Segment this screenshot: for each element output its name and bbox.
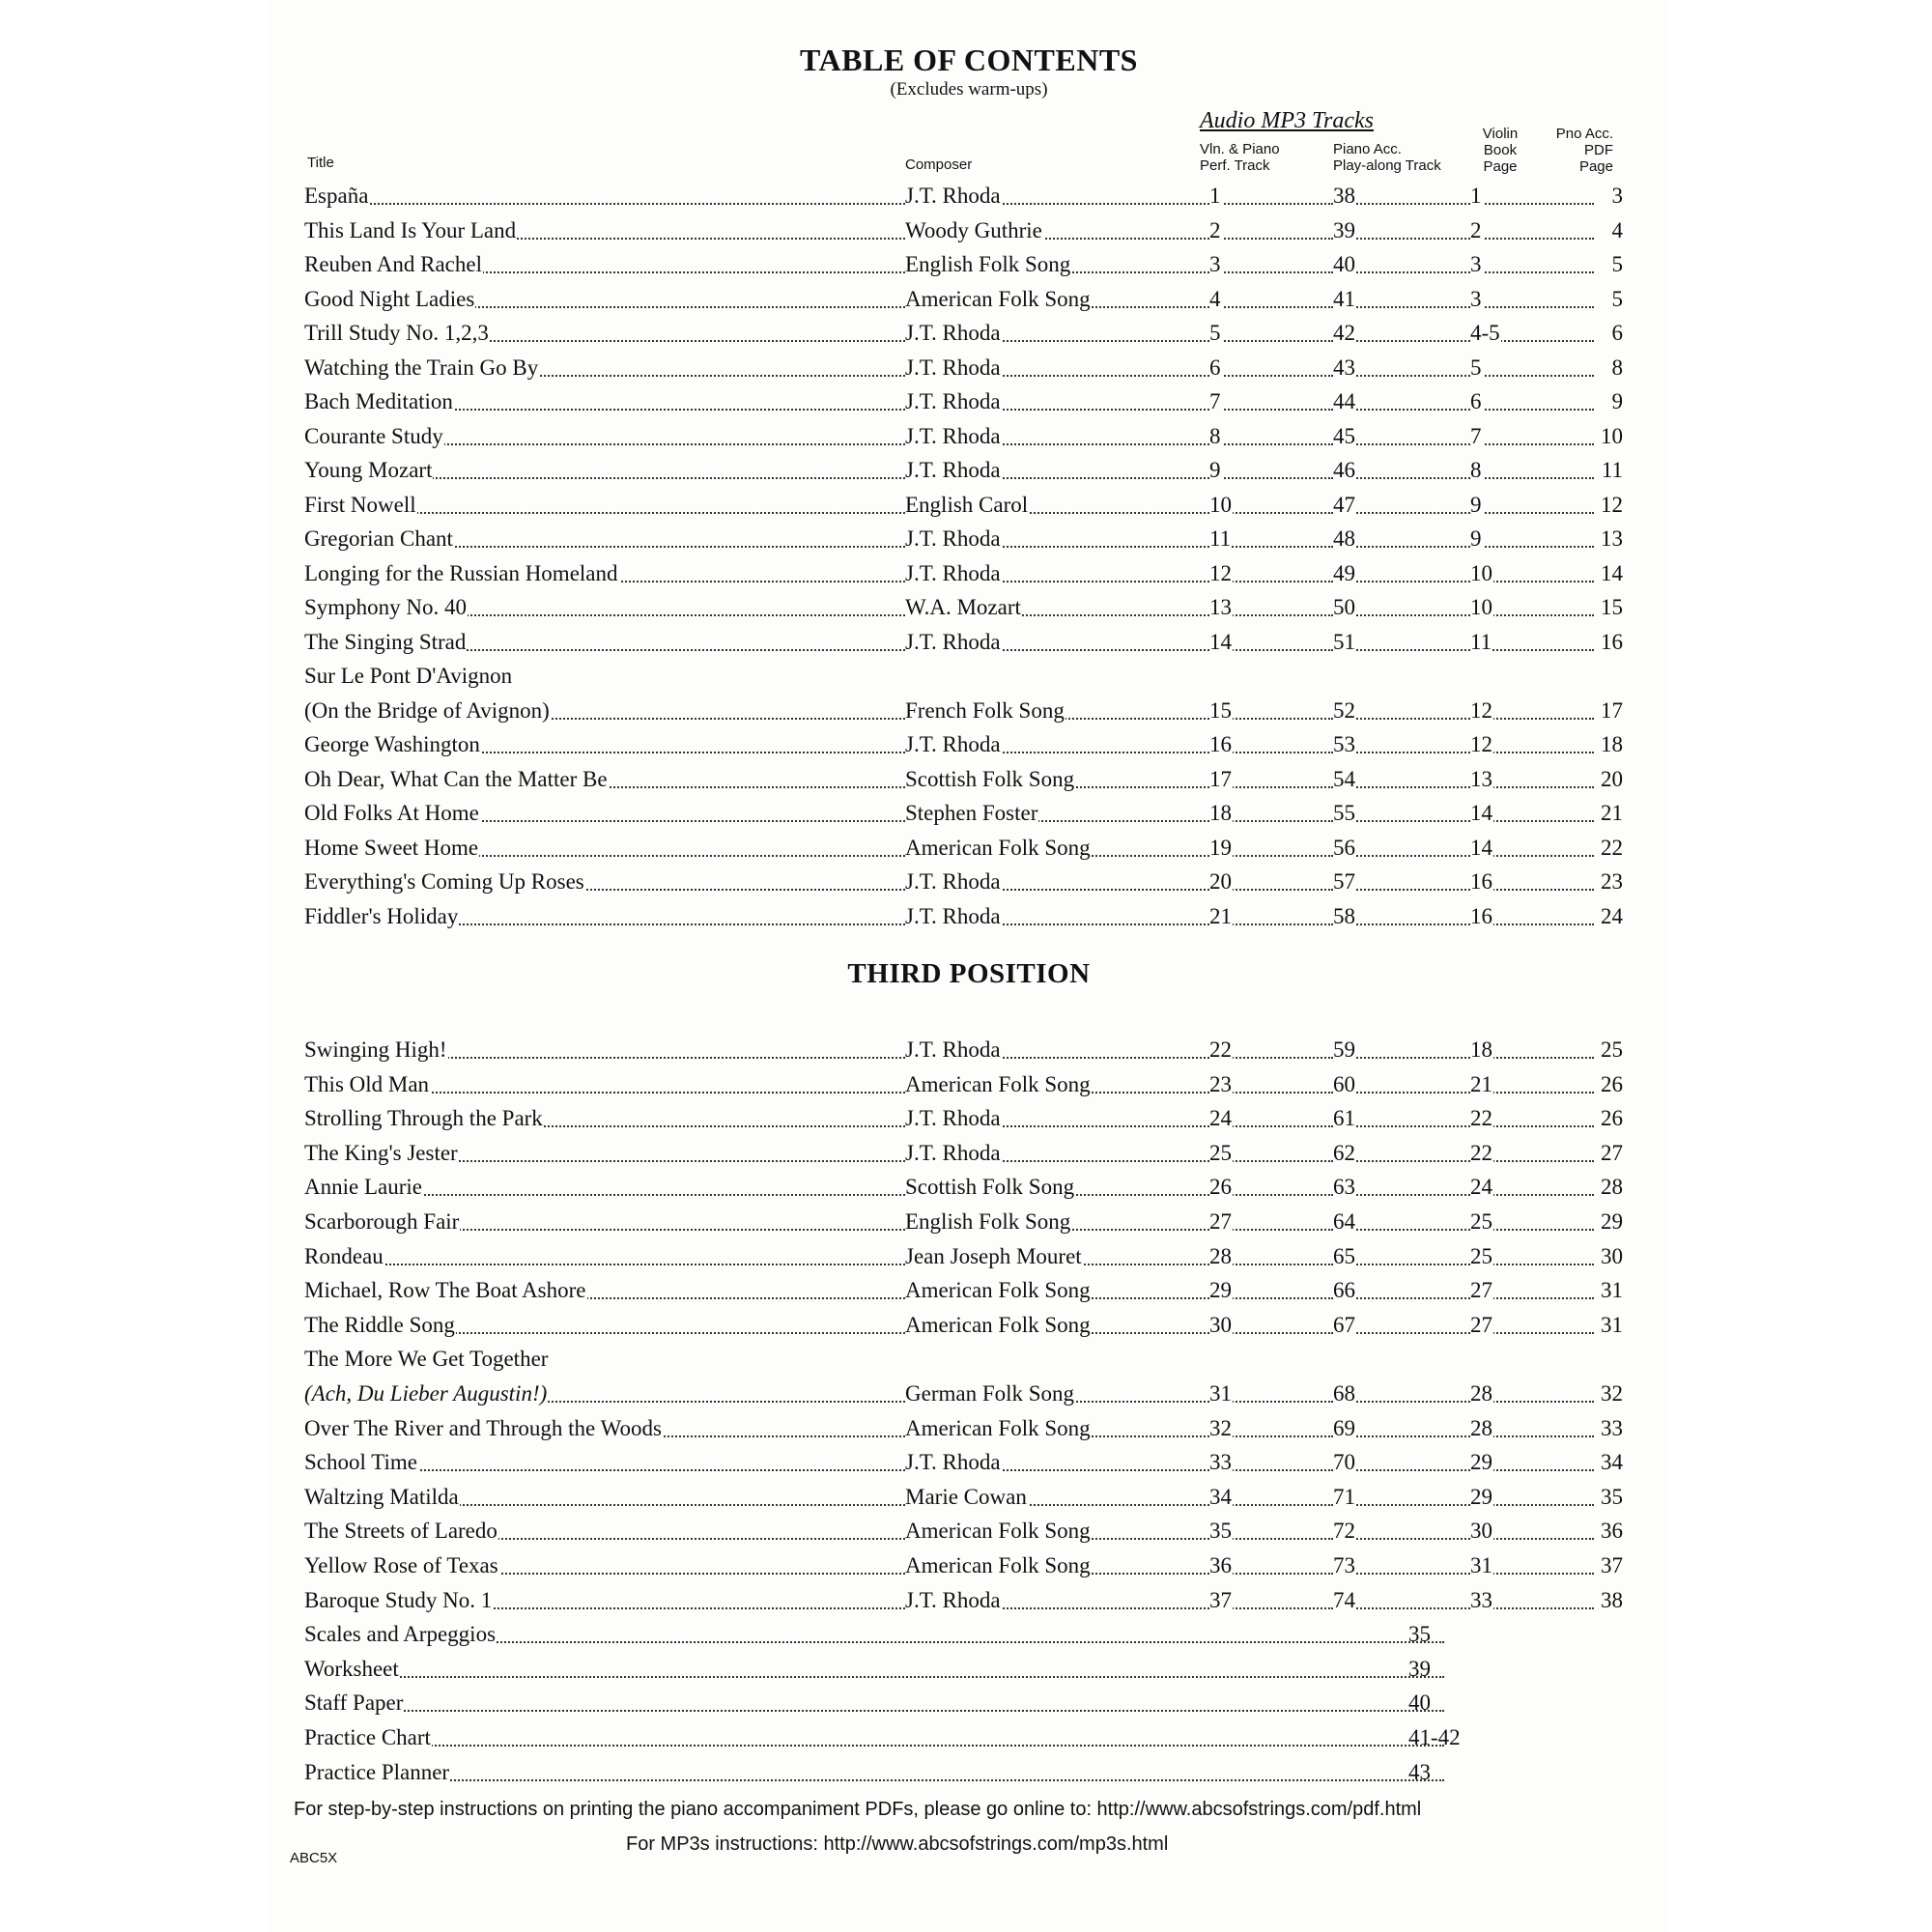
entry-violin-page: 24 bbox=[1470, 1173, 1594, 1202]
entry-title: Gregorian Chant bbox=[304, 525, 905, 554]
entry-violin-page: 3 bbox=[1470, 285, 1594, 314]
entry-page: 35 bbox=[1408, 1622, 1431, 1647]
toc-entry bbox=[269, 1483, 1669, 1512]
entry-composer: American Folk Song bbox=[905, 1414, 1209, 1443]
page-subtitle: (Excludes warm-ups) bbox=[890, 79, 1048, 99]
entry-violin-page: 4-5 bbox=[1470, 319, 1594, 348]
entry-perf-track: 3 bbox=[1209, 250, 1333, 279]
entry-composer: J.T. Rhoda bbox=[905, 1139, 1209, 1168]
entry-violin-page: 10 bbox=[1470, 559, 1594, 588]
entry-perf-track: 20 bbox=[1209, 867, 1333, 896]
entry-composer: French Folk Song bbox=[905, 696, 1209, 725]
toc-entry bbox=[269, 1414, 1669, 1443]
entry-title: (On the Bridge of Avignon) bbox=[304, 696, 905, 725]
entry-pdf-page: 3 bbox=[1611, 184, 1623, 208]
book-code: ABC5X bbox=[290, 1850, 338, 1866]
toc-entry bbox=[269, 1345, 1669, 1374]
entry-title: The Streets of Laredo bbox=[304, 1517, 905, 1546]
entry-playalong-track: 72 bbox=[1333, 1517, 1470, 1546]
entry-title: Symphony No. 40 bbox=[304, 593, 905, 622]
toc-page bbox=[269, 0, 1669, 1932]
entry-playalong-track: 54 bbox=[1333, 765, 1470, 794]
entry-pdf-page: 5 bbox=[1611, 286, 1623, 311]
entry-composer: J.T. Rhoda bbox=[905, 456, 1209, 485]
entry-perf-track: 8 bbox=[1209, 422, 1333, 451]
entry-pdf-page: 20 bbox=[1601, 766, 1623, 791]
entry-playalong-track: 56 bbox=[1333, 834, 1470, 863]
entry-title: Worksheet bbox=[304, 1655, 1560, 1684]
entry-pdf-page: 24 bbox=[1601, 903, 1623, 928]
entry-composer: J.T. Rhoda bbox=[905, 559, 1209, 588]
toc-entry bbox=[269, 285, 1669, 314]
entry-composer: Scottish Folk Song bbox=[905, 1173, 1209, 1202]
entry-violin-page: 25 bbox=[1470, 1208, 1594, 1236]
entry-perf-track: 23 bbox=[1209, 1070, 1333, 1099]
entry-composer: Marie Cowan bbox=[905, 1483, 1209, 1512]
toc-entry bbox=[269, 1620, 1669, 1649]
entry-pdf-page: 37 bbox=[1601, 1553, 1623, 1577]
entry-title: Baroque Study No. 1 bbox=[304, 1586, 905, 1615]
entry-composer: Jean Joseph Mouret bbox=[905, 1242, 1209, 1271]
entry-pdf-page: 29 bbox=[1601, 1209, 1623, 1234]
toc-entry bbox=[269, 1276, 1669, 1305]
entry-title: Good Night Ladies bbox=[304, 285, 905, 314]
entry-perf-track: 34 bbox=[1209, 1483, 1333, 1512]
entry-title: Courante Study bbox=[304, 422, 905, 451]
toc-entry bbox=[269, 1104, 1669, 1133]
toc-entry bbox=[269, 662, 1669, 691]
entry-composer: German Folk Song bbox=[905, 1379, 1209, 1408]
entry-violin-page: 6 bbox=[1470, 387, 1594, 416]
entry-violin-page: 3 bbox=[1470, 250, 1594, 279]
entry-composer: Stephen Foster bbox=[905, 799, 1209, 828]
entry-perf-track: 37 bbox=[1209, 1586, 1333, 1615]
entry-title: The King's Jester bbox=[304, 1139, 905, 1168]
entry-playalong-track: 66 bbox=[1333, 1276, 1470, 1305]
entry-title: This Land Is Your Land bbox=[304, 216, 905, 245]
entry-composer: J.T. Rhoda bbox=[905, 387, 1209, 416]
entry-composer: American Folk Song bbox=[905, 285, 1209, 314]
entry-violin-page: 27 bbox=[1470, 1276, 1594, 1305]
entry-composer: J.T. Rhoda bbox=[905, 319, 1209, 348]
entry-perf-track: 5 bbox=[1209, 319, 1333, 348]
entry-perf-track: 10 bbox=[1209, 491, 1333, 520]
entry-title: Swinging High! bbox=[304, 1036, 905, 1065]
entry-pdf-page: 26 bbox=[1601, 1071, 1623, 1096]
column-header-composer: Composer bbox=[905, 156, 973, 173]
entry-title: España bbox=[304, 182, 905, 211]
entry-composer: American Folk Song bbox=[905, 834, 1209, 863]
entry-violin-page: 13 bbox=[1470, 765, 1594, 794]
entry-playalong-track: 61 bbox=[1333, 1104, 1470, 1133]
entry-violin-page: 21 bbox=[1470, 1070, 1594, 1099]
entry-playalong-track: 58 bbox=[1333, 902, 1470, 931]
entry-playalong-track: 45 bbox=[1333, 422, 1470, 451]
entry-composer: J.T. Rhoda bbox=[905, 730, 1209, 759]
column-header-perf: Vln. & Piano Perf. Track bbox=[1200, 141, 1280, 174]
entry-playalong-track: 69 bbox=[1333, 1414, 1470, 1443]
entry-pdf-page: 10 bbox=[1601, 423, 1623, 448]
entry-pdf-page: 25 bbox=[1601, 1037, 1623, 1062]
entry-perf-track: 13 bbox=[1209, 593, 1333, 622]
entry-violin-page: 33 bbox=[1470, 1586, 1594, 1615]
entry-composer: English Folk Song bbox=[905, 1208, 1209, 1236]
entry-pdf-page: 33 bbox=[1601, 1415, 1623, 1440]
entry-composer: J.T. Rhoda bbox=[905, 628, 1209, 657]
entry-playalong-track: 59 bbox=[1333, 1036, 1470, 1065]
toc-entry bbox=[269, 422, 1669, 451]
entry-violin-page: 22 bbox=[1470, 1104, 1594, 1133]
entry-title: Waltzing Matilda bbox=[304, 1483, 905, 1512]
entry-playalong-track: 47 bbox=[1333, 491, 1470, 520]
entry-perf-track: 22 bbox=[1209, 1036, 1333, 1065]
entry-composer: American Folk Song bbox=[905, 1551, 1209, 1580]
toc-entry bbox=[269, 1139, 1669, 1168]
entry-composer: W.A. Mozart bbox=[905, 593, 1209, 622]
toc-entry bbox=[269, 216, 1669, 245]
toc-entry bbox=[269, 1036, 1669, 1065]
entry-title: George Washington bbox=[304, 730, 905, 759]
entry-violin-page: 25 bbox=[1470, 1242, 1594, 1271]
entry-pdf-page: 35 bbox=[1601, 1484, 1623, 1509]
entry-title: Fiddler's Holiday bbox=[304, 902, 905, 931]
entry-perf-track: 33 bbox=[1209, 1448, 1333, 1477]
entry-perf-track: 24 bbox=[1209, 1104, 1333, 1133]
entry-title: School Time bbox=[304, 1448, 905, 1477]
entry-pdf-page: 5 bbox=[1611, 252, 1623, 276]
entry-pdf-page: 38 bbox=[1601, 1587, 1623, 1612]
entry-playalong-track: 41 bbox=[1333, 285, 1470, 314]
entry-composer: J.T. Rhoda bbox=[905, 525, 1209, 554]
entry-playalong-track: 71 bbox=[1333, 1483, 1470, 1512]
entry-composer: American Folk Song bbox=[905, 1517, 1209, 1546]
entry-pdf-page: 28 bbox=[1601, 1175, 1623, 1200]
entry-violin-page: 5 bbox=[1470, 354, 1594, 383]
entry-playalong-track: 70 bbox=[1333, 1448, 1470, 1477]
entry-perf-track: 9 bbox=[1209, 456, 1333, 485]
toc-entry bbox=[269, 902, 1669, 931]
entry-perf-track: 14 bbox=[1209, 628, 1333, 657]
entry-pdf-page: 4 bbox=[1611, 217, 1623, 242]
entry-pdf-page: 31 bbox=[1601, 1312, 1623, 1337]
entry-perf-track: 36 bbox=[1209, 1551, 1333, 1580]
entry-pdf-page: 12 bbox=[1601, 492, 1623, 517]
entry-composer: American Folk Song bbox=[905, 1070, 1209, 1099]
entry-title: First Nowell bbox=[304, 491, 905, 520]
toc-entry bbox=[269, 1208, 1669, 1236]
toc-entry bbox=[269, 1551, 1669, 1580]
entry-title: Sur Le Pont D'Avignon bbox=[304, 664, 513, 688]
toc-entry bbox=[269, 730, 1669, 759]
entry-violin-page: 27 bbox=[1470, 1311, 1594, 1340]
entry-pdf-page: 8 bbox=[1611, 355, 1623, 380]
toc-entry bbox=[269, 1242, 1669, 1271]
entry-page: 39 bbox=[1408, 1656, 1431, 1681]
pdf-instructions: For step-by-step instructions on printing the piano accompaniment PDFs, please go online to: http://www.abcsofstrings.com/pdf.html bbox=[294, 1799, 1422, 1820]
entry-title: Practice Chart bbox=[304, 1723, 1560, 1752]
entry-violin-page: 29 bbox=[1470, 1483, 1594, 1512]
entry-playalong-track: 50 bbox=[1333, 593, 1470, 622]
entry-playalong-track: 65 bbox=[1333, 1242, 1470, 1271]
entry-perf-track: 29 bbox=[1209, 1276, 1333, 1305]
entry-composer: American Folk Song bbox=[905, 1276, 1209, 1305]
entry-playalong-track: 64 bbox=[1333, 1208, 1470, 1236]
toc-entry bbox=[269, 491, 1669, 520]
entry-pdf-page: 21 bbox=[1601, 801, 1623, 825]
entry-composer: J.T. Rhoda bbox=[905, 1448, 1209, 1477]
entry-perf-track: 30 bbox=[1209, 1311, 1333, 1340]
entry-violin-page: 30 bbox=[1470, 1517, 1594, 1546]
entry-title: Over The River and Through the Woods bbox=[304, 1414, 905, 1443]
entry-title: Oh Dear, What Can the Matter Be bbox=[304, 765, 905, 794]
entry-composer: English Carol bbox=[905, 491, 1209, 520]
toc-entry bbox=[269, 1448, 1669, 1477]
entry-title: Everything's Coming Up Roses bbox=[304, 867, 905, 896]
entry-title: Reuben And Rachel bbox=[304, 250, 905, 279]
entry-violin-page: 16 bbox=[1470, 902, 1594, 931]
toc-entry bbox=[269, 696, 1669, 725]
toc-entry bbox=[269, 182, 1669, 211]
toc-entry bbox=[269, 250, 1669, 279]
entry-playalong-track: 73 bbox=[1333, 1551, 1470, 1580]
entry-perf-track: 32 bbox=[1209, 1414, 1333, 1443]
toc-entry bbox=[269, 593, 1669, 622]
entry-playalong-track: 53 bbox=[1333, 730, 1470, 759]
entry-perf-track: 15 bbox=[1209, 696, 1333, 725]
toc-entry bbox=[269, 1723, 1669, 1752]
entry-playalong-track: 44 bbox=[1333, 387, 1470, 416]
entry-pdf-page: 17 bbox=[1601, 697, 1623, 723]
entry-playalong-track: 42 bbox=[1333, 319, 1470, 348]
entry-composer: J.T. Rhoda bbox=[905, 902, 1209, 931]
entry-title: Watching the Train Go By bbox=[304, 354, 905, 383]
toc-entry bbox=[269, 1689, 1669, 1718]
entry-title: Staff Paper bbox=[304, 1689, 1560, 1718]
toc-entry bbox=[269, 1379, 1669, 1408]
entry-pdf-page: 31 bbox=[1601, 1278, 1623, 1303]
column-header-playalong: Piano Acc. Play-along Track bbox=[1333, 141, 1441, 174]
entry-title: The Riddle Song bbox=[304, 1311, 905, 1340]
entry-playalong-track: 74 bbox=[1333, 1586, 1470, 1615]
toc-entry bbox=[269, 354, 1669, 383]
column-header-violin: Violin Book Page bbox=[1482, 126, 1519, 175]
entry-title: Longing for the Russian Homeland bbox=[304, 559, 905, 588]
entry-perf-track: 19 bbox=[1209, 834, 1333, 863]
toc-entry bbox=[269, 799, 1669, 828]
entry-violin-page: 28 bbox=[1470, 1414, 1594, 1443]
entry-page: 40 bbox=[1408, 1690, 1431, 1716]
entry-violin-page: 31 bbox=[1470, 1551, 1594, 1580]
entry-composer: American Folk Song bbox=[905, 1311, 1209, 1340]
entry-playalong-track: 49 bbox=[1333, 559, 1470, 588]
entry-title: Old Folks At Home bbox=[304, 799, 905, 828]
entry-title: Home Sweet Home bbox=[304, 834, 905, 863]
entry-composer: J.T. Rhoda bbox=[905, 182, 1209, 211]
entry-perf-track: 16 bbox=[1209, 730, 1333, 759]
column-header-pdf: Pno Acc. PDF Page bbox=[1555, 126, 1613, 175]
entry-violin-page: 18 bbox=[1470, 1036, 1594, 1065]
entry-composer: J.T. Rhoda bbox=[905, 422, 1209, 451]
toc-entry bbox=[269, 1655, 1669, 1684]
entry-violin-page: 12 bbox=[1470, 730, 1594, 759]
entry-playalong-track: 67 bbox=[1333, 1311, 1470, 1340]
entry-title: Rondeau bbox=[304, 1242, 905, 1271]
toc-entry bbox=[269, 559, 1669, 588]
entry-composer: Scottish Folk Song bbox=[905, 765, 1209, 794]
entry-playalong-track: 39 bbox=[1333, 216, 1470, 245]
entry-pdf-page: 26 bbox=[1601, 1106, 1623, 1131]
entry-title: Practice Planner bbox=[304, 1758, 1560, 1787]
entry-pdf-page: 18 bbox=[1601, 732, 1623, 756]
entry-pdf-page: 36 bbox=[1601, 1519, 1623, 1544]
entry-perf-track: 4 bbox=[1209, 285, 1333, 314]
entry-page: 41-42 bbox=[1408, 1725, 1461, 1749]
entry-pdf-page: 27 bbox=[1601, 1140, 1623, 1165]
entry-title: Strolling Through the Park bbox=[304, 1104, 905, 1133]
entry-perf-track: 21 bbox=[1209, 902, 1333, 931]
entry-pdf-page: 6 bbox=[1611, 321, 1623, 345]
entry-pdf-page: 16 bbox=[1601, 629, 1623, 654]
entry-title: The Singing Strad bbox=[304, 628, 905, 657]
toc-entry bbox=[269, 1173, 1669, 1202]
toc-entry bbox=[269, 456, 1669, 485]
entry-composer: J.T. Rhoda bbox=[905, 867, 1209, 896]
entry-violin-page: 11 bbox=[1470, 628, 1594, 657]
entry-violin-page: 2 bbox=[1470, 216, 1594, 245]
entry-playalong-track: 55 bbox=[1333, 799, 1470, 828]
entry-perf-track: 26 bbox=[1209, 1173, 1333, 1202]
entry-title: This Old Man bbox=[304, 1070, 905, 1099]
entry-playalong-track: 43 bbox=[1333, 354, 1470, 383]
entry-violin-page: 14 bbox=[1470, 799, 1594, 828]
toc-entry bbox=[269, 1517, 1669, 1546]
page-title: TABLE OF CONTENTS bbox=[800, 43, 1138, 77]
column-header-title: Title bbox=[307, 155, 334, 171]
toc-entry bbox=[269, 765, 1669, 794]
entry-composer: Woody Guthrie bbox=[905, 216, 1209, 245]
entry-playalong-track: 38 bbox=[1333, 182, 1470, 211]
entry-violin-page: 9 bbox=[1470, 525, 1594, 554]
entry-perf-track: 18 bbox=[1209, 799, 1333, 828]
entry-perf-track: 1 bbox=[1209, 182, 1333, 211]
entry-composer: J.T. Rhoda bbox=[905, 354, 1209, 383]
entry-perf-track: 27 bbox=[1209, 1208, 1333, 1236]
entry-perf-track: 11 bbox=[1209, 525, 1333, 554]
entry-perf-track: 17 bbox=[1209, 765, 1333, 794]
entry-playalong-track: 52 bbox=[1333, 696, 1470, 725]
entry-title: Trill Study No. 1,2,3 bbox=[304, 319, 905, 348]
entry-title: Young Mozart bbox=[304, 456, 905, 485]
entry-composer: English Folk Song bbox=[905, 250, 1209, 279]
entry-perf-track: 28 bbox=[1209, 1242, 1333, 1271]
entry-pdf-page: 30 bbox=[1601, 1243, 1623, 1268]
entry-playalong-track: 57 bbox=[1333, 867, 1470, 896]
entry-pdf-page: 13 bbox=[1601, 526, 1623, 551]
toc-entry bbox=[269, 1311, 1669, 1340]
entry-title: Yellow Rose of Texas bbox=[304, 1551, 905, 1580]
entry-title: Michael, Row The Boat Ashore bbox=[304, 1276, 905, 1305]
entry-pdf-page: 14 bbox=[1601, 560, 1623, 585]
toc-entry bbox=[269, 1758, 1669, 1787]
entry-violin-page: 22 bbox=[1470, 1139, 1594, 1168]
entry-pdf-page: 11 bbox=[1601, 458, 1623, 482]
entry-perf-track: 25 bbox=[1209, 1139, 1333, 1168]
entry-violin-page: 16 bbox=[1470, 867, 1594, 896]
entry-perf-track: 31 bbox=[1209, 1379, 1333, 1408]
entry-playalong-track: 68 bbox=[1333, 1379, 1470, 1408]
toc-entry bbox=[269, 867, 1669, 896]
toc-entry bbox=[269, 628, 1669, 657]
entry-composer: J.T. Rhoda bbox=[905, 1104, 1209, 1133]
entry-playalong-track: 60 bbox=[1333, 1070, 1470, 1099]
entry-perf-track: 6 bbox=[1209, 354, 1333, 383]
entry-violin-page: 28 bbox=[1470, 1379, 1594, 1408]
entry-violin-page: 1 bbox=[1470, 182, 1594, 211]
entry-violin-page: 7 bbox=[1470, 422, 1594, 451]
toc-entry bbox=[269, 834, 1669, 863]
entry-violin-page: 8 bbox=[1470, 456, 1594, 485]
entry-perf-track: 12 bbox=[1209, 559, 1333, 588]
entry-title: Annie Laurie bbox=[304, 1173, 905, 1202]
entry-perf-track: 2 bbox=[1209, 216, 1333, 245]
entry-pdf-page: 32 bbox=[1601, 1381, 1623, 1406]
entry-violin-page: 14 bbox=[1470, 834, 1594, 863]
entry-pdf-page: 34 bbox=[1601, 1450, 1623, 1475]
entry-playalong-track: 63 bbox=[1333, 1173, 1470, 1202]
entry-perf-track: 7 bbox=[1209, 387, 1333, 416]
entry-playalong-track: 46 bbox=[1333, 456, 1470, 485]
entry-pdf-page: 9 bbox=[1611, 389, 1623, 413]
toc-entry bbox=[269, 1070, 1669, 1099]
toc-entry bbox=[269, 1586, 1669, 1615]
entry-page: 43 bbox=[1408, 1759, 1431, 1784]
entry-title: (Ach, Du Lieber Augustin!) bbox=[304, 1379, 905, 1408]
mp3-instructions: For MP3s instructions: http://www.abcsofstrings.com/mp3s.html bbox=[626, 1833, 1169, 1855]
entry-composer: J.T. Rhoda bbox=[905, 1036, 1209, 1065]
entry-playalong-track: 40 bbox=[1333, 250, 1470, 279]
entry-violin-page: 9 bbox=[1470, 491, 1594, 520]
entry-title: Scales and Arpeggios bbox=[304, 1620, 1560, 1649]
audio-tracks-heading: Audio MP3 Tracks bbox=[1200, 108, 1374, 133]
entry-violin-page: 12 bbox=[1470, 696, 1594, 725]
entry-composer: J.T. Rhoda bbox=[905, 1586, 1209, 1615]
entry-pdf-page: 15 bbox=[1601, 595, 1623, 619]
entry-violin-page: 29 bbox=[1470, 1448, 1594, 1477]
entry-playalong-track: 62 bbox=[1333, 1139, 1470, 1168]
entry-title: Bach Meditation bbox=[304, 387, 905, 416]
toc-entry bbox=[269, 387, 1669, 416]
entry-title: Scarborough Fair bbox=[304, 1208, 905, 1236]
entry-pdf-page: 22 bbox=[1601, 835, 1623, 860]
entry-playalong-track: 51 bbox=[1333, 628, 1470, 657]
toc-entry bbox=[269, 525, 1669, 554]
entry-perf-track: 35 bbox=[1209, 1517, 1333, 1546]
entry-playalong-track: 48 bbox=[1333, 525, 1470, 554]
entry-title: The More We Get Together bbox=[304, 1347, 549, 1372]
section-title-third-position: THIRD POSITION bbox=[847, 958, 1091, 989]
entry-pdf-page: 23 bbox=[1601, 869, 1623, 894]
toc-entry bbox=[269, 319, 1669, 348]
entry-violin-page: 10 bbox=[1470, 593, 1594, 622]
